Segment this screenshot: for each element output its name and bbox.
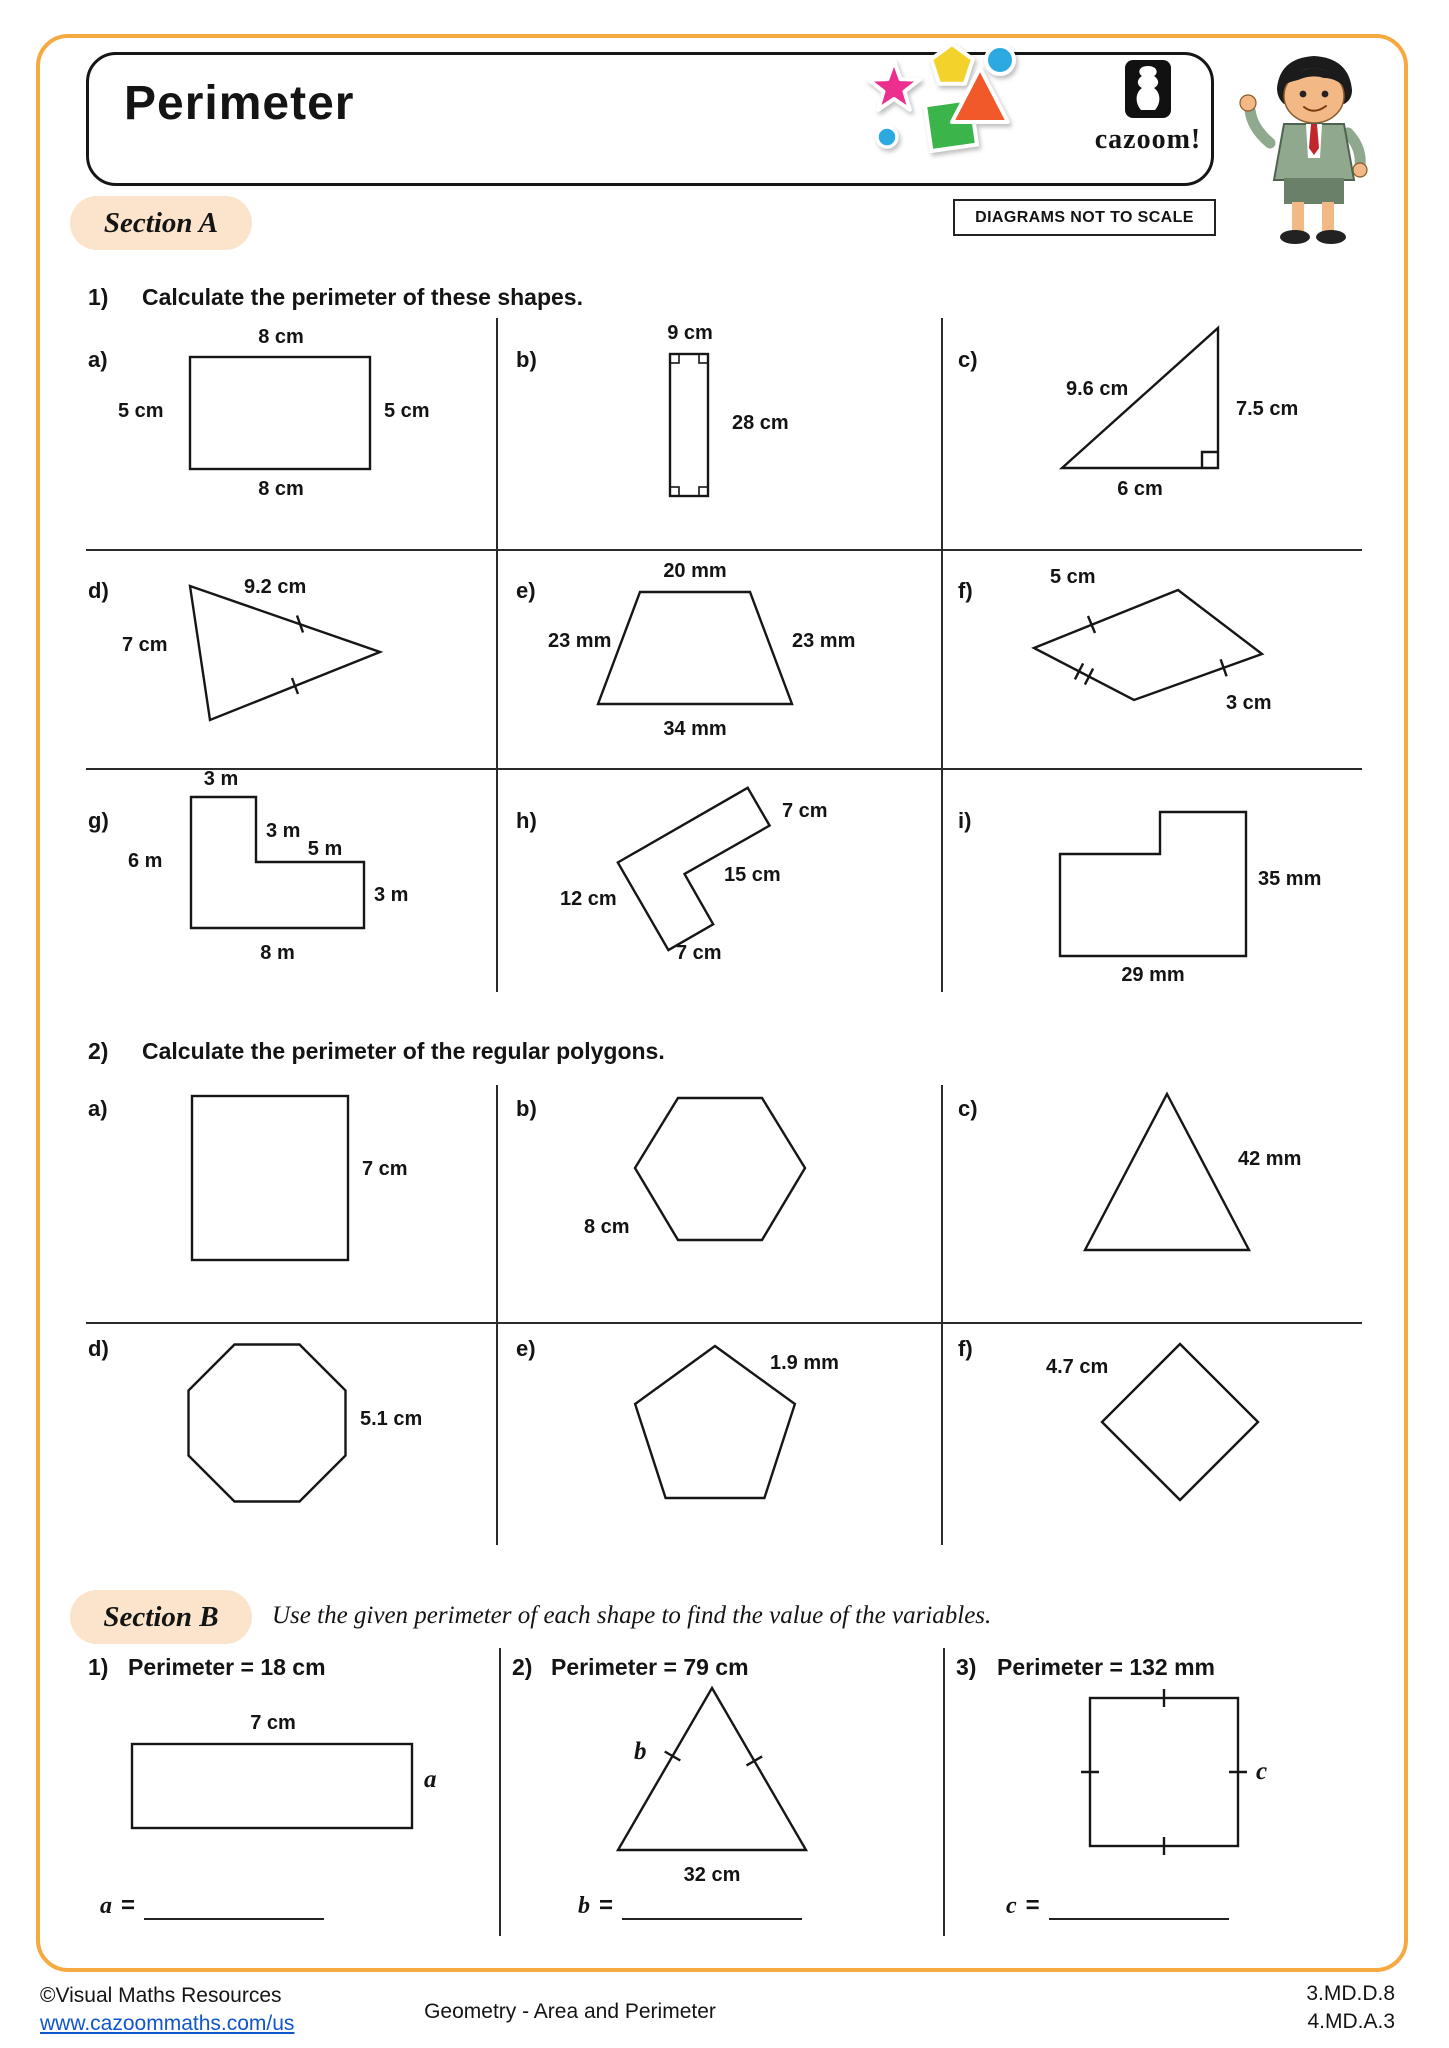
- b3-answer-variable: c: [1006, 1893, 1017, 1919]
- q1e-dim-top: 20 mm: [663, 560, 727, 582]
- q1b-dim-top: 9 cm: [667, 322, 713, 344]
- q1h-letter: h): [516, 808, 537, 833]
- b3-number: 3): [956, 1654, 977, 1680]
- q2a-letter: a): [88, 1096, 108, 1121]
- q1e-trapezoid-shape: [592, 586, 797, 711]
- b2-answer-variable: b: [578, 1893, 590, 1919]
- q2f-dim-side: 4.7 cm: [1046, 1356, 1109, 1378]
- grid-divider: [943, 1648, 945, 1936]
- q1a-dim-top: 8 cm: [258, 326, 304, 348]
- grid-divider: [941, 318, 943, 992]
- q1a-dim-bottom: 8 cm: [258, 478, 304, 500]
- q2b-hexagon-shape: [630, 1090, 810, 1250]
- b1-dim-top: 7 cm: [250, 1712, 296, 1734]
- q1h-dim-left: 12 cm: [560, 888, 617, 910]
- b3-title: Perimeter = 132 mm: [997, 1654, 1215, 1680]
- right-angle-marker: [670, 354, 679, 363]
- q1g-dim-mid: 5 m: [307, 838, 343, 860]
- q1h-dim-diagonal: 15 cm: [724, 864, 781, 886]
- right-angle-marker: [670, 487, 679, 496]
- q1c-dim-hypotenuse: 9.6 cm: [1066, 378, 1129, 400]
- q1h-dim-top: 7 cm: [782, 800, 828, 822]
- cazoom-icon: [1078, 60, 1218, 122]
- b1-number: 1): [88, 1654, 109, 1680]
- grid-divider: [86, 1322, 1362, 1324]
- b1-title: Perimeter = 18 cm: [128, 1654, 326, 1680]
- q1f-dim-bottom: 3 cm: [1226, 692, 1272, 714]
- footer-copyright: ©Visual Maths Resources: [40, 1984, 282, 2007]
- q2f-diamond-shape: [1098, 1340, 1263, 1505]
- q1d-letter: d): [88, 578, 109, 603]
- q2d-letter: d): [88, 1336, 109, 1361]
- q1d-dim-left: 7 cm: [122, 634, 168, 656]
- q2-number: 2): [88, 1038, 109, 1064]
- q1a-dim-right: 5 cm: [384, 400, 430, 422]
- cazoom-logo: [1078, 60, 1218, 160]
- equal-tick: [1075, 663, 1083, 679]
- equal-tick: [1085, 669, 1093, 685]
- q1e-letter: e): [516, 578, 536, 603]
- q2a-square-shape: [188, 1092, 352, 1264]
- q1c-dim-bottom: 6 cm: [1117, 478, 1163, 500]
- q1g-letter: g): [88, 808, 109, 833]
- b1-variable-label: a: [424, 1766, 437, 1793]
- q2f-letter: f): [958, 1336, 973, 1361]
- q1f-dim-top: 5 cm: [1050, 566, 1096, 588]
- grid-divider: [941, 1085, 943, 1545]
- q2a-dim-side: 7 cm: [362, 1158, 408, 1180]
- q1a-letter: a): [88, 347, 108, 372]
- page-title: Perimeter: [124, 77, 355, 130]
- b2-answer-row: [578, 1892, 802, 1920]
- b3-square-shape: [1080, 1688, 1248, 1856]
- mascot-boy-illustration: [1232, 48, 1392, 248]
- q1b-letter: b): [516, 347, 537, 372]
- equal-tick: [747, 1756, 763, 1765]
- b3-answer-blank[interactable]: [1049, 1893, 1229, 1920]
- footer-standard-2: 4.MD.A.3: [1307, 2010, 1395, 2033]
- q1b-rectangle-shape: [666, 350, 714, 502]
- grid-divider: [86, 768, 1362, 770]
- b3-variable-label: c: [1256, 1758, 1268, 1785]
- q1b-dim-right: 28 cm: [732, 412, 789, 434]
- grid-divider: [496, 318, 498, 992]
- section-b-label: Section B: [70, 1590, 252, 1644]
- b1-answer-row: [100, 1892, 324, 1920]
- right-angle-marker: [699, 487, 708, 496]
- pentagon-icon: [931, 44, 973, 84]
- b1-answer-variable: a: [100, 1893, 112, 1919]
- q1h-dim-bottom: 7 cm: [676, 942, 722, 964]
- q1c-dim-right: 7.5 cm: [1236, 398, 1299, 420]
- equals-sign: =: [121, 1892, 136, 1919]
- grid-divider: [86, 549, 1362, 551]
- q1a-dim-left: 5 cm: [118, 400, 164, 422]
- q1f-letter: f): [958, 578, 973, 603]
- q1e-dim-right: 23 mm: [792, 630, 856, 652]
- decorative-shapes-cluster: [852, 38, 1032, 158]
- grid-divider: [496, 1085, 498, 1545]
- q2d-octagon-shape: [182, 1338, 352, 1508]
- not-to-scale-badge: DIAGRAMS NOT TO SCALE: [953, 199, 1216, 236]
- q1g-dim-bottom: 8 m: [260, 942, 295, 964]
- q2e-dim-side: 1.9 mm: [770, 1352, 839, 1374]
- q2c-letter: c): [958, 1096, 978, 1121]
- equals-sign: =: [1025, 1892, 1040, 1919]
- small-circle-icon: [877, 127, 897, 147]
- b2-number: 2): [512, 1654, 533, 1680]
- equals-sign: =: [599, 1892, 614, 1919]
- q2b-dim-side: 8 cm: [584, 1216, 630, 1238]
- right-angle-marker: [699, 354, 708, 363]
- b3-answer-row: [1006, 1892, 1229, 1920]
- q2b-letter: b): [516, 1096, 537, 1121]
- b2-title: Perimeter = 79 cm: [551, 1654, 749, 1680]
- footer-subject: Geometry - Area and Perimeter: [424, 2000, 716, 2023]
- section-a-label: Section A: [70, 196, 252, 250]
- section-b-instruction: Use the given perimeter of each shape to find the value of the variables.: [272, 1602, 992, 1629]
- q1e-dim-bottom: 34 mm: [663, 718, 727, 740]
- q1-text: Calculate the perimeter of these shapes.: [142, 284, 583, 310]
- star-icon: [868, 61, 919, 110]
- q1g-dim-step1: 3 m: [266, 820, 301, 842]
- b2-triangle-shape: [612, 1682, 812, 1857]
- cazoom-logo-text: cazoom!: [1094, 124, 1202, 155]
- q2-text: Calculate the perimeter of the regular polygons.: [142, 1038, 665, 1064]
- q1a-rectangle-shape: [186, 354, 376, 474]
- q1g-dim-left: 6 m: [128, 850, 163, 872]
- footer-standard-1: 3.MD.D.8: [1306, 1982, 1395, 2005]
- q1-number: 1): [88, 284, 109, 310]
- grid-divider: [499, 1648, 501, 1936]
- equal-tick: [665, 1752, 681, 1761]
- q1c-letter: c): [958, 347, 978, 372]
- q1g-dim-top: 3 m: [203, 768, 239, 790]
- q1i-dim-bottom: 29 mm: [1121, 964, 1185, 986]
- q2c-dim-side: 42 mm: [1238, 1148, 1302, 1170]
- q1g-step-shape: [186, 792, 376, 940]
- q1g-dim-step2: 3 m: [374, 884, 409, 906]
- q2e-letter: e): [516, 1336, 536, 1361]
- b1-rectangle-shape: [128, 1740, 418, 1834]
- right-angle-marker: [1202, 452, 1218, 468]
- q1i-letter: i): [958, 808, 972, 833]
- b2-answer-blank[interactable]: [622, 1893, 802, 1920]
- b2-variable-label: b: [634, 1738, 647, 1765]
- q1i-l-shape: [1056, 806, 1252, 962]
- circle-icon: [986, 46, 1014, 74]
- q2c-triangle-shape: [1080, 1088, 1255, 1258]
- q1d-dim-top: 9.2 cm: [244, 576, 307, 598]
- b1-answer-blank[interactable]: [144, 1893, 324, 1920]
- q2d-dim-side: 5.1 cm: [360, 1408, 423, 1430]
- b2-dim-bottom: 32 cm: [683, 1864, 741, 1886]
- q1e-dim-left: 23 mm: [548, 630, 612, 652]
- q1i-dim-right: 35 mm: [1258, 868, 1322, 890]
- footer-url-link[interactable]: www.cazoommaths.com/us: [40, 2012, 295, 2035]
